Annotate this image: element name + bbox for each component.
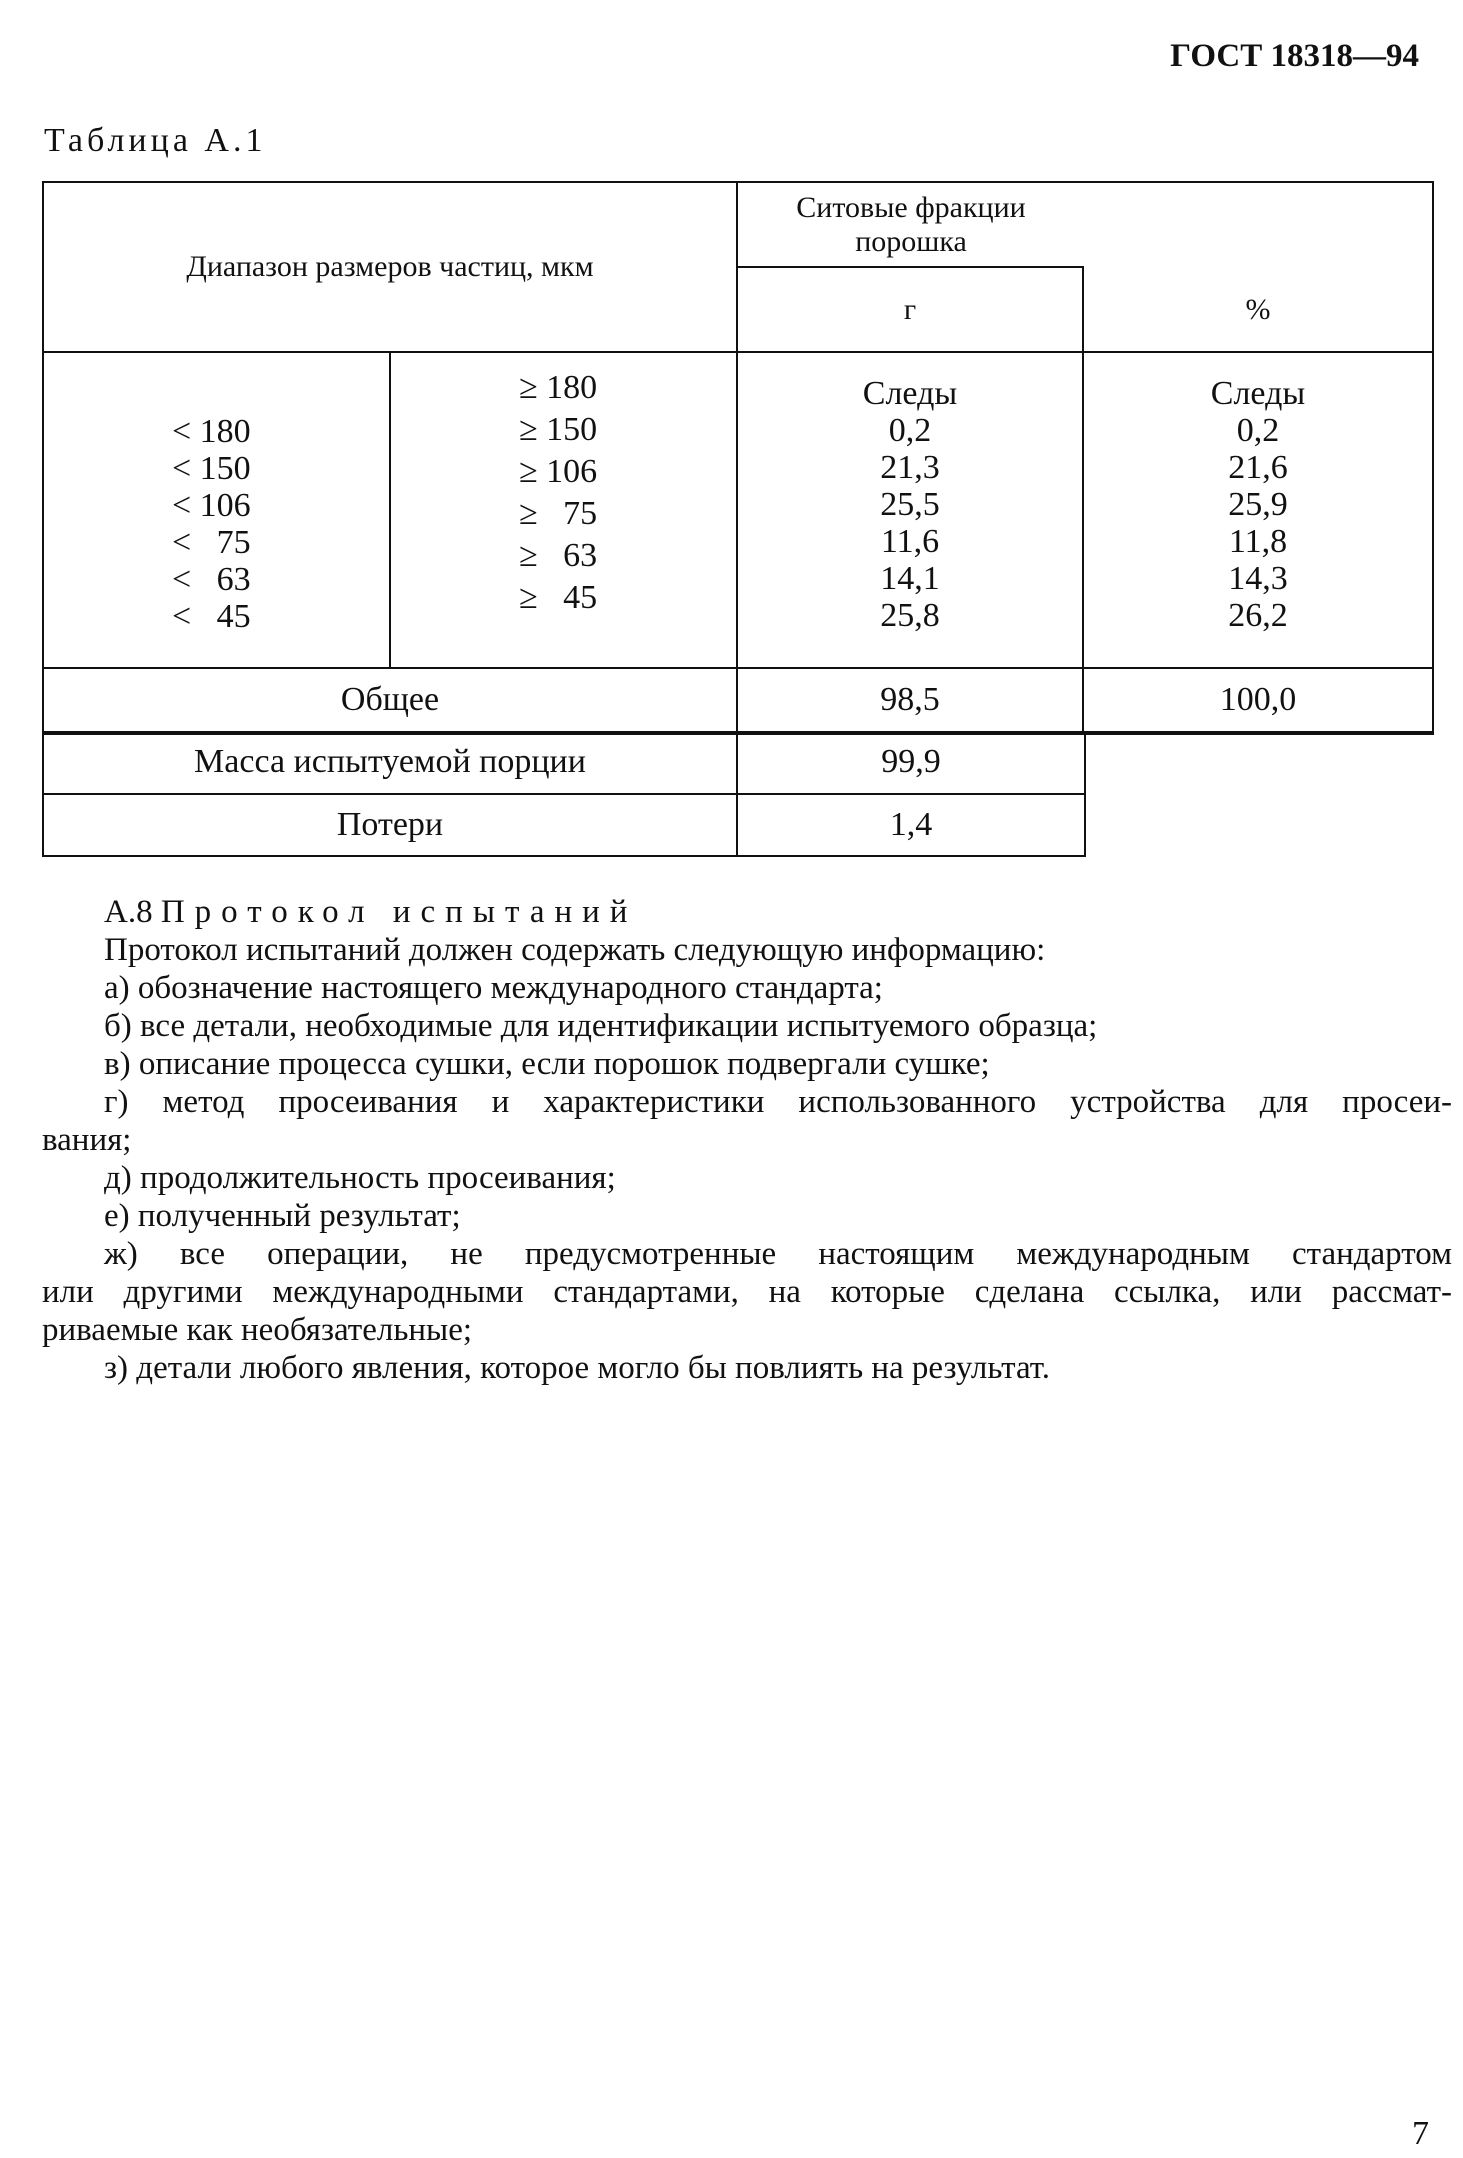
upper-bound: ≥ 45 <box>519 579 598 616</box>
section-heading <box>42 893 1452 931</box>
percent-value: 26,2 <box>1228 597 1288 634</box>
lower-bound: < 63 <box>172 561 251 598</box>
percent-value: 21,6 <box>1228 449 1288 486</box>
loss-grams-cell <box>738 795 1084 855</box>
grams-value: 0,2 <box>888 412 932 449</box>
list-item: г) метод просеивания и характеристики использованного устройства для просеи- <box>104 1084 1452 1120</box>
lower-bound: < 150 <box>172 450 251 487</box>
total-grams-cell <box>738 669 1084 733</box>
upper-bound: ≥ 75 <box>519 495 598 532</box>
mass-label: Масса испытуемой порции <box>194 743 586 780</box>
section-a8 <box>42 893 1452 1387</box>
list-item-continuation: вания; <box>42 1122 132 1158</box>
mass-label-cell <box>44 731 738 795</box>
header-range-label: Диапазон размеров частиц, мкм <box>186 250 594 283</box>
section-number: А.8 <box>104 894 153 930</box>
upper-bound: ≥ 150 <box>519 411 598 448</box>
percent-value: 0,2 <box>1236 412 1280 449</box>
total-percent: 100,0 <box>1219 681 1297 718</box>
mass-grams: 99,9 <box>881 743 941 780</box>
header-percent <box>1084 268 1432 353</box>
total-percent-cell <box>1084 669 1432 733</box>
header-grams-label: г <box>903 292 917 326</box>
percent-cell <box>1084 353 1432 669</box>
page-number: 7 <box>1412 2115 1429 2152</box>
data-table <box>42 181 1434 735</box>
upper-bound: ≥ 106 <box>519 453 598 490</box>
lower-bound: < 45 <box>172 598 251 635</box>
header-range <box>44 183 738 353</box>
grams-value: 11,6 <box>880 523 940 560</box>
grams-cell <box>738 353 1084 669</box>
percent-value: 25,9 <box>1228 486 1288 523</box>
grams-value: 14,1 <box>880 560 940 597</box>
percent-value: 14,3 <box>1228 560 1288 597</box>
grams-value: 25,5 <box>880 486 940 523</box>
lower-bound: < 180 <box>172 413 251 450</box>
loss-label-cell <box>44 795 738 855</box>
section-title: Протокол испытаний <box>160 894 638 930</box>
document-designation: ГОСТ 18318—94 <box>1170 38 1419 74</box>
mass-grams-cell <box>738 731 1084 795</box>
list-item-continuation: или другими международными стандартами, на которые сделана ссылка, или рассмат- <box>42 1274 1452 1310</box>
loss-label: Потери <box>336 806 444 843</box>
upper-bounds-cell <box>391 353 738 669</box>
list-item: а) обозначение настоящего международного стандарта; <box>104 970 883 1006</box>
total-label: Общее <box>340 681 440 718</box>
percent-value: Следы <box>1210 375 1306 412</box>
total-label-cell <box>44 669 738 733</box>
list-item: ж) все операции, не предусмотренные настоящим международным стандартом <box>104 1236 1452 1272</box>
grams-value: 25,8 <box>880 597 940 634</box>
list-item: з) детали любого явления, которое могло бы повлиять на результат. <box>104 1350 1050 1386</box>
lower-bound: < 106 <box>172 487 251 524</box>
data-table-lower <box>42 731 1086 857</box>
grams-value: 21,3 <box>880 449 940 486</box>
total-grams: 98,5 <box>880 681 940 718</box>
upper-bound: ≥ 63 <box>519 537 598 574</box>
section-intro: Протокол испытаний должен содержать следующую информацию: <box>104 932 1046 968</box>
header-fractions <box>738 183 1084 268</box>
list-item-continuation: риваемые как необязательные; <box>42 1312 473 1348</box>
lower-bounds-cell <box>44 353 391 669</box>
percent-value: 11,8 <box>1228 523 1288 560</box>
list-item: е) полученный результат; <box>104 1198 461 1234</box>
list-item: б) все детали, необходимые для идентификации испытуемого образца; <box>104 1008 1098 1044</box>
header-grams <box>738 268 1084 353</box>
list-item: в) описание процесса сушки, если порошок подвергали сушке; <box>104 1046 990 1082</box>
header-percent-label: % <box>1245 292 1271 326</box>
list-item: д) продолжительность просеивания; <box>104 1160 616 1196</box>
table-caption: Таблица А.1 <box>44 122 267 159</box>
loss-grams: 1,4 <box>889 806 933 843</box>
lower-bound: < 75 <box>172 524 251 561</box>
grams-value: Следы <box>862 375 958 412</box>
header-fractions-label: Ситовые фракции порошка <box>796 190 1026 258</box>
upper-bound: ≥ 180 <box>519 369 598 406</box>
